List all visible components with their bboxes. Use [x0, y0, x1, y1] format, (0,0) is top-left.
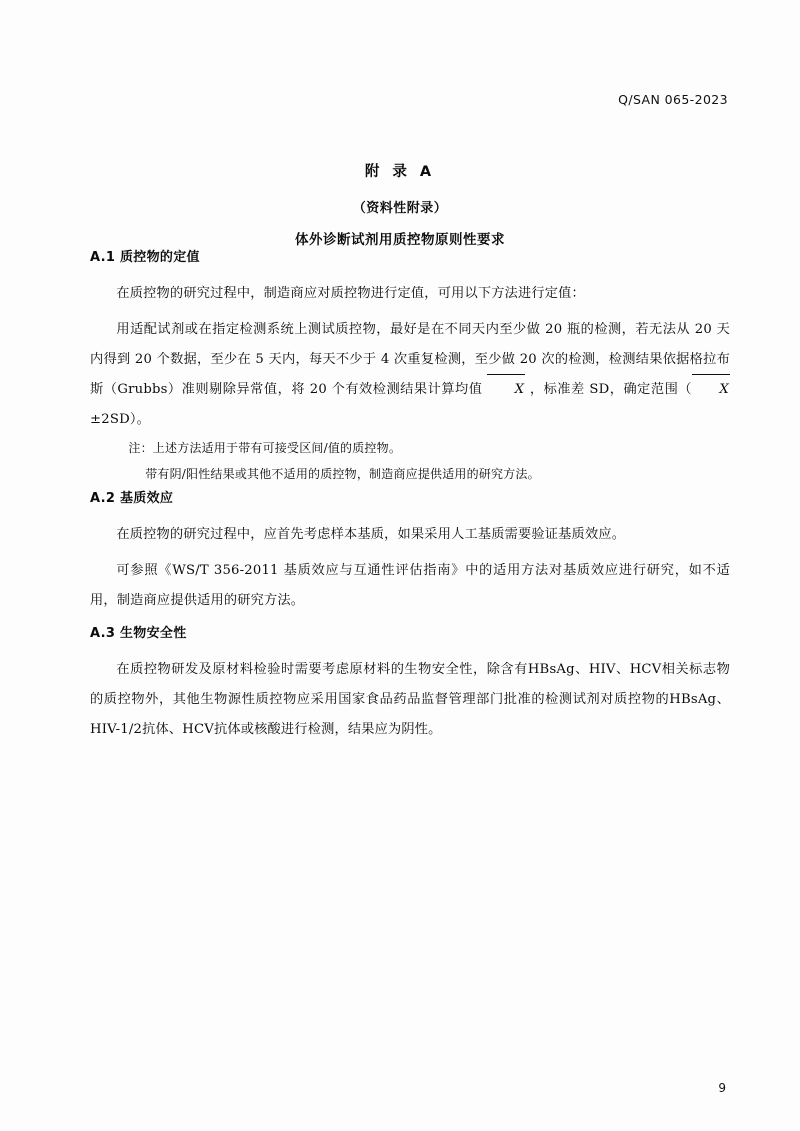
annex-label: 附 录 A: [364, 164, 436, 180]
paragraph: 可参照《WS/T 356-2011 基质效应与互通性评估指南》中的适用方法对基质效应进行研究，如不适用，制造商应提供适用的研究方法。: [90, 563, 730, 608]
paragraph-fragment: ±2SD）。: [90, 412, 151, 427]
standard-code-header: Q/SAN 065-2023: [618, 92, 728, 107]
paragraph: [90, 315, 730, 435]
annex-type: （资料性附录）: [352, 201, 448, 216]
document-body: [90, 246, 730, 751]
page-number: 9: [718, 1081, 726, 1095]
x-bar-symbol: X: [487, 375, 525, 405]
section-heading-a3: A.3 生物安全性: [90, 626, 187, 641]
paragraph: 在质控物的研究过程中，应首先考虑样本基质，如果采用人工基质需要验证基质效应。: [116, 527, 626, 542]
paragraph: 在质控物的研究过程中，制造商应对质控物进行定值，可用以下方法进行定值：: [116, 286, 585, 301]
section-heading-a1: A.1 质控物的定值: [90, 250, 200, 265]
note-line: 注：上述方法适用于带有可接受区间/值的质控物。: [128, 441, 402, 455]
paragraph-fragment: 用适配试剂或在指定检测系统上测试质控物，最好是在不同天内至少做 20 瓶的检测，若无法从 20 天内得到 20 个数据，至少在 5 天内，每天不少于 4 次重复检测，至少做 20 次的检测，检测结果依据格拉布斯（Grubbs）准则剔除异常值，将 20 个有效检测结果计算均值: [90, 322, 730, 397]
paragraph-fragment: ，标准差 SD，确定范围（: [525, 382, 693, 397]
annex-title-block: [0, 160, 800, 248]
x-bar-symbol: X: [692, 375, 730, 405]
annex-name: 体外诊断试剂用质控物原则性要求: [295, 232, 505, 248]
section-heading-a2: A.2 基质效应: [90, 491, 174, 506]
note-line: 带有阴/阳性结果或其他不适用的质控物，制造商应提供适用的研究方法。: [145, 467, 540, 481]
paragraph: 在质控物研发及原材料检验时需要考虑原材料的生物安全性，除含有HBsAg、HIV、HCV相关标志物的质控物外，其他生物源性质控物应采用国家食品药品监督管理部门批准的检测试剂对质控物的HBsAg、HIV-1/2抗体、HCV抗体或核酸进行检测，结果应为阴性。: [90, 662, 730, 737]
